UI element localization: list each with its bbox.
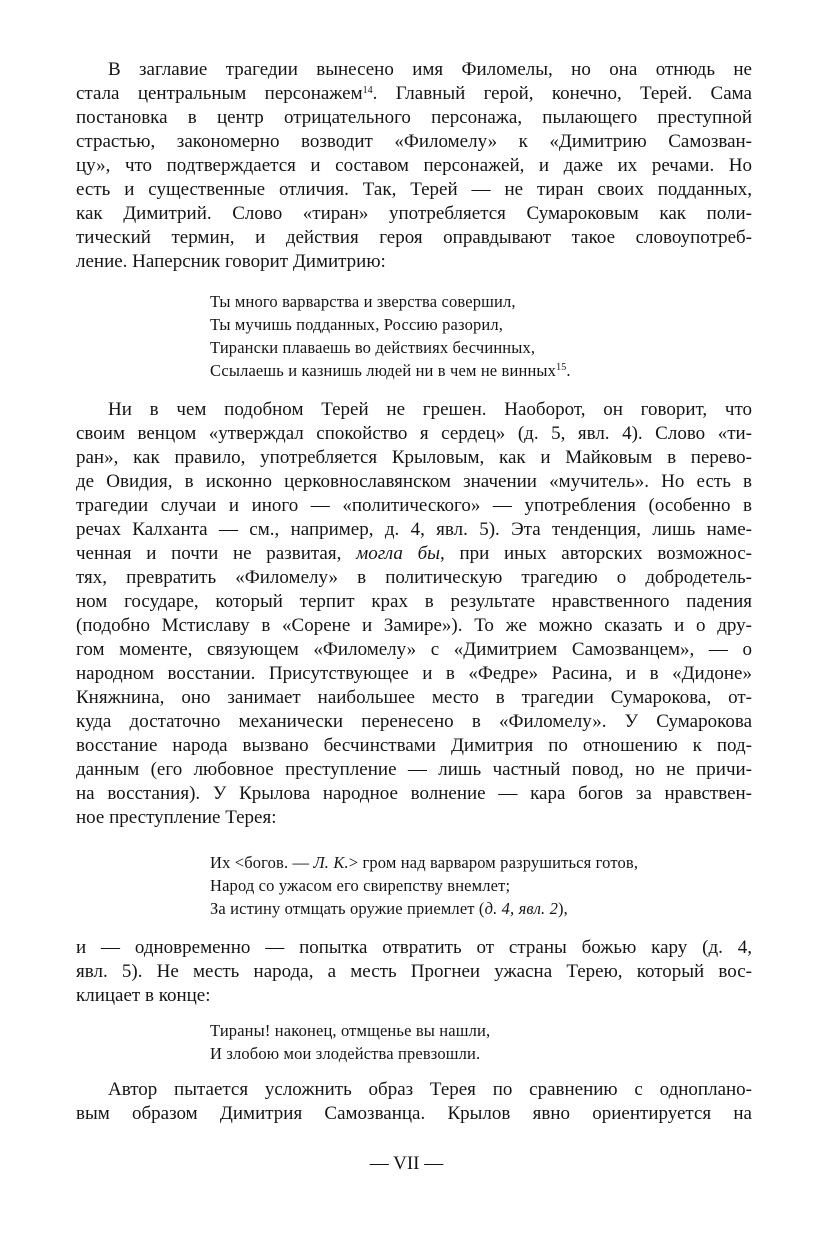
paragraph-1-line-3: постановка в центр отрицательного персонажа, пылающего преступной — [76, 107, 752, 128]
paragraph-4-line-2: вым образом Димитрия Самозванца. Крылов явно ориентируется на — [76, 1103, 752, 1124]
paragraph-2-line-16: данным (его любовное преступление — лишь частный повод, но не причи- — [76, 759, 752, 780]
paragraph-2-line-11: гом моменте, связующем «Филомелу» с «Димитрием Самозванцем», — о — [76, 639, 752, 660]
paragraph-1-line-4: страстью, закономерно возводит «Филомелу» к «Димитрию Самозван- — [76, 131, 752, 152]
paragraph-3-line-3: клицает в конце: — [76, 985, 211, 1006]
quote-1-verse-2: Ты мучишь подданных, Россию разорил, — [210, 315, 504, 334]
paragraph-1-line-5: цу», что подтверждается и составом персонажей, и даже их речами. Но — [76, 155, 752, 176]
paragraph-2-line-2: своим венцом «утверждал спокойство я сердец» (д. 5, явл. 4). Слово «ти- — [76, 423, 752, 444]
paragraph-2-line-14: куда достаточно механически перенесено в «Филомелу». У Сумарокова — [76, 711, 752, 732]
quote-1-verse-4 — [210, 360, 571, 382]
paragraph-2-line-9: ном государе, который терпит крах в результате нравственного падения — [76, 591, 752, 612]
paragraph-1-line-8: тический термин, и действия героя оправдывают такое словоупотреб- — [76, 227, 752, 248]
quote-2-verse-3 — [210, 898, 568, 920]
paragraph-4-line-1: Автор пытается усложнить образ Терея по сравнению с одноплано- — [108, 1079, 752, 1100]
quote-2-verse-1-rest: > гром над варваром разрушиться готов, — [348, 853, 639, 872]
quote-1-verse-3: Тирански плаваешь во действиях бесчинных, — [210, 338, 536, 357]
paragraph-2-line-18: ное преступление Терея: — [76, 807, 277, 828]
footnote-ref-15: 15 — [556, 362, 567, 373]
paragraph-2-line-8: тях, превратить «Филомелу» в политическую трагедию о добродетель- — [76, 567, 752, 588]
paragraph-1-line-2 — [76, 82, 752, 106]
quote-2-verse-1 — [210, 852, 638, 874]
paragraph-1-line-9: ление. Наперсник говорит Димитрию: — [76, 251, 386, 272]
paragraph-1-line-1: В заглавие трагедии вынесено имя Филомелы, но она отнюдь не — [108, 59, 752, 80]
paragraph-2-line-12: народном восстании. Присутствующее и в «Федре» Расина, и в «Дидоне» — [76, 663, 752, 684]
paragraph-2-line-7-rest: , при иных авторских возможнос- — [440, 543, 752, 564]
paragraph-1-line-6: есть и существенные отличия. Так, Терей — не тиран своих подданных, — [76, 179, 752, 200]
paragraph-1-line-2-text: стала центральным персонажем — [76, 83, 363, 104]
quote-1-verse-4-end: . — [566, 361, 571, 380]
footnote-ref-14: 14 — [362, 85, 373, 96]
paragraph-2-line-1: Ни в чем подобном Терей не грешен. Наоборот, он говорит, что — [108, 399, 752, 420]
paragraph-2-line-15: восстание народа вызвано бесчинствами Димитрия по отношению к под- — [76, 735, 752, 756]
paragraph-2-line-3: ран», как правило, употребляется Крыловым, как и Майковым в перево- — [76, 447, 752, 468]
quote-3-verse-2: И злобою мои злодейства превзошли. — [210, 1044, 481, 1063]
paragraph-3-line-2: явл. 5). Не месть народа, а месть Прогнеи ужасна Терею, который вос- — [76, 961, 752, 982]
paragraph-2-line-7 — [76, 542, 752, 566]
quote-2-verse-2: Народ со ужасом его свирепству внемлет; — [210, 876, 511, 895]
paragraph-2-line-10: (подобно Мстиславу в «Сорене и Замире»). То же можно сказать и о дру- — [76, 615, 752, 636]
italic-emphasis: могла бы — [356, 543, 440, 564]
paragraph-2-line-4: де Овидия, в исконно церковнославянском значении «мучитель». Но есть в — [76, 471, 752, 492]
act-scene-reference: д. 4, явл. 2 — [484, 899, 559, 918]
author-initials: Л. К. — [313, 853, 349, 872]
paragraph-2-line-7-text: ченная и почти не развитая, — [76, 543, 342, 564]
page-number: — VII — — [369, 1153, 444, 1174]
paragraph-2-line-6: речах Калханта — см., например, д. 4, явл. 5). Эта тенденция, лишь наме- — [76, 519, 752, 540]
quote-1-verse-4-text: Ссылаешь и казнишь людей ни в чем не винных — [210, 361, 557, 380]
paragraph-1-line-2-rest: . Главный герой, конечно, Терей. Сама — [372, 83, 752, 104]
quote-2-verse-3-text: За истину отмщать оружие приемлет ( — [210, 899, 485, 918]
quote-3-verse-1: Тираны! наконец, отмщенье вы нашли, — [210, 1021, 491, 1040]
paragraph-3-line-1: и — одновременно — попытка отвратить от страны божью кару (д. 4, — [76, 937, 752, 958]
quote-2-verse-3-end: ), — [558, 899, 568, 918]
paragraph-2-line-13: Княжнина, оно занимает наибольшее место в трагедии Сумарокова, от- — [76, 687, 752, 708]
paragraph-2-line-5: трагедии случаи и иного — «политического» — употребления (особенно в — [76, 495, 752, 516]
paragraph-2-line-17: на восстания). У Крылова народное волнение — кара богов за нравствен- — [76, 783, 752, 804]
quote-2-verse-1-text: Их <богов. — — [210, 853, 310, 872]
quote-1-verse-1: Ты много варварства и зверства совершил, — [210, 292, 516, 311]
paragraph-1-line-7: как Димитрий. Слово «тиран» употребляется Сумароковым как поли- — [76, 203, 752, 224]
